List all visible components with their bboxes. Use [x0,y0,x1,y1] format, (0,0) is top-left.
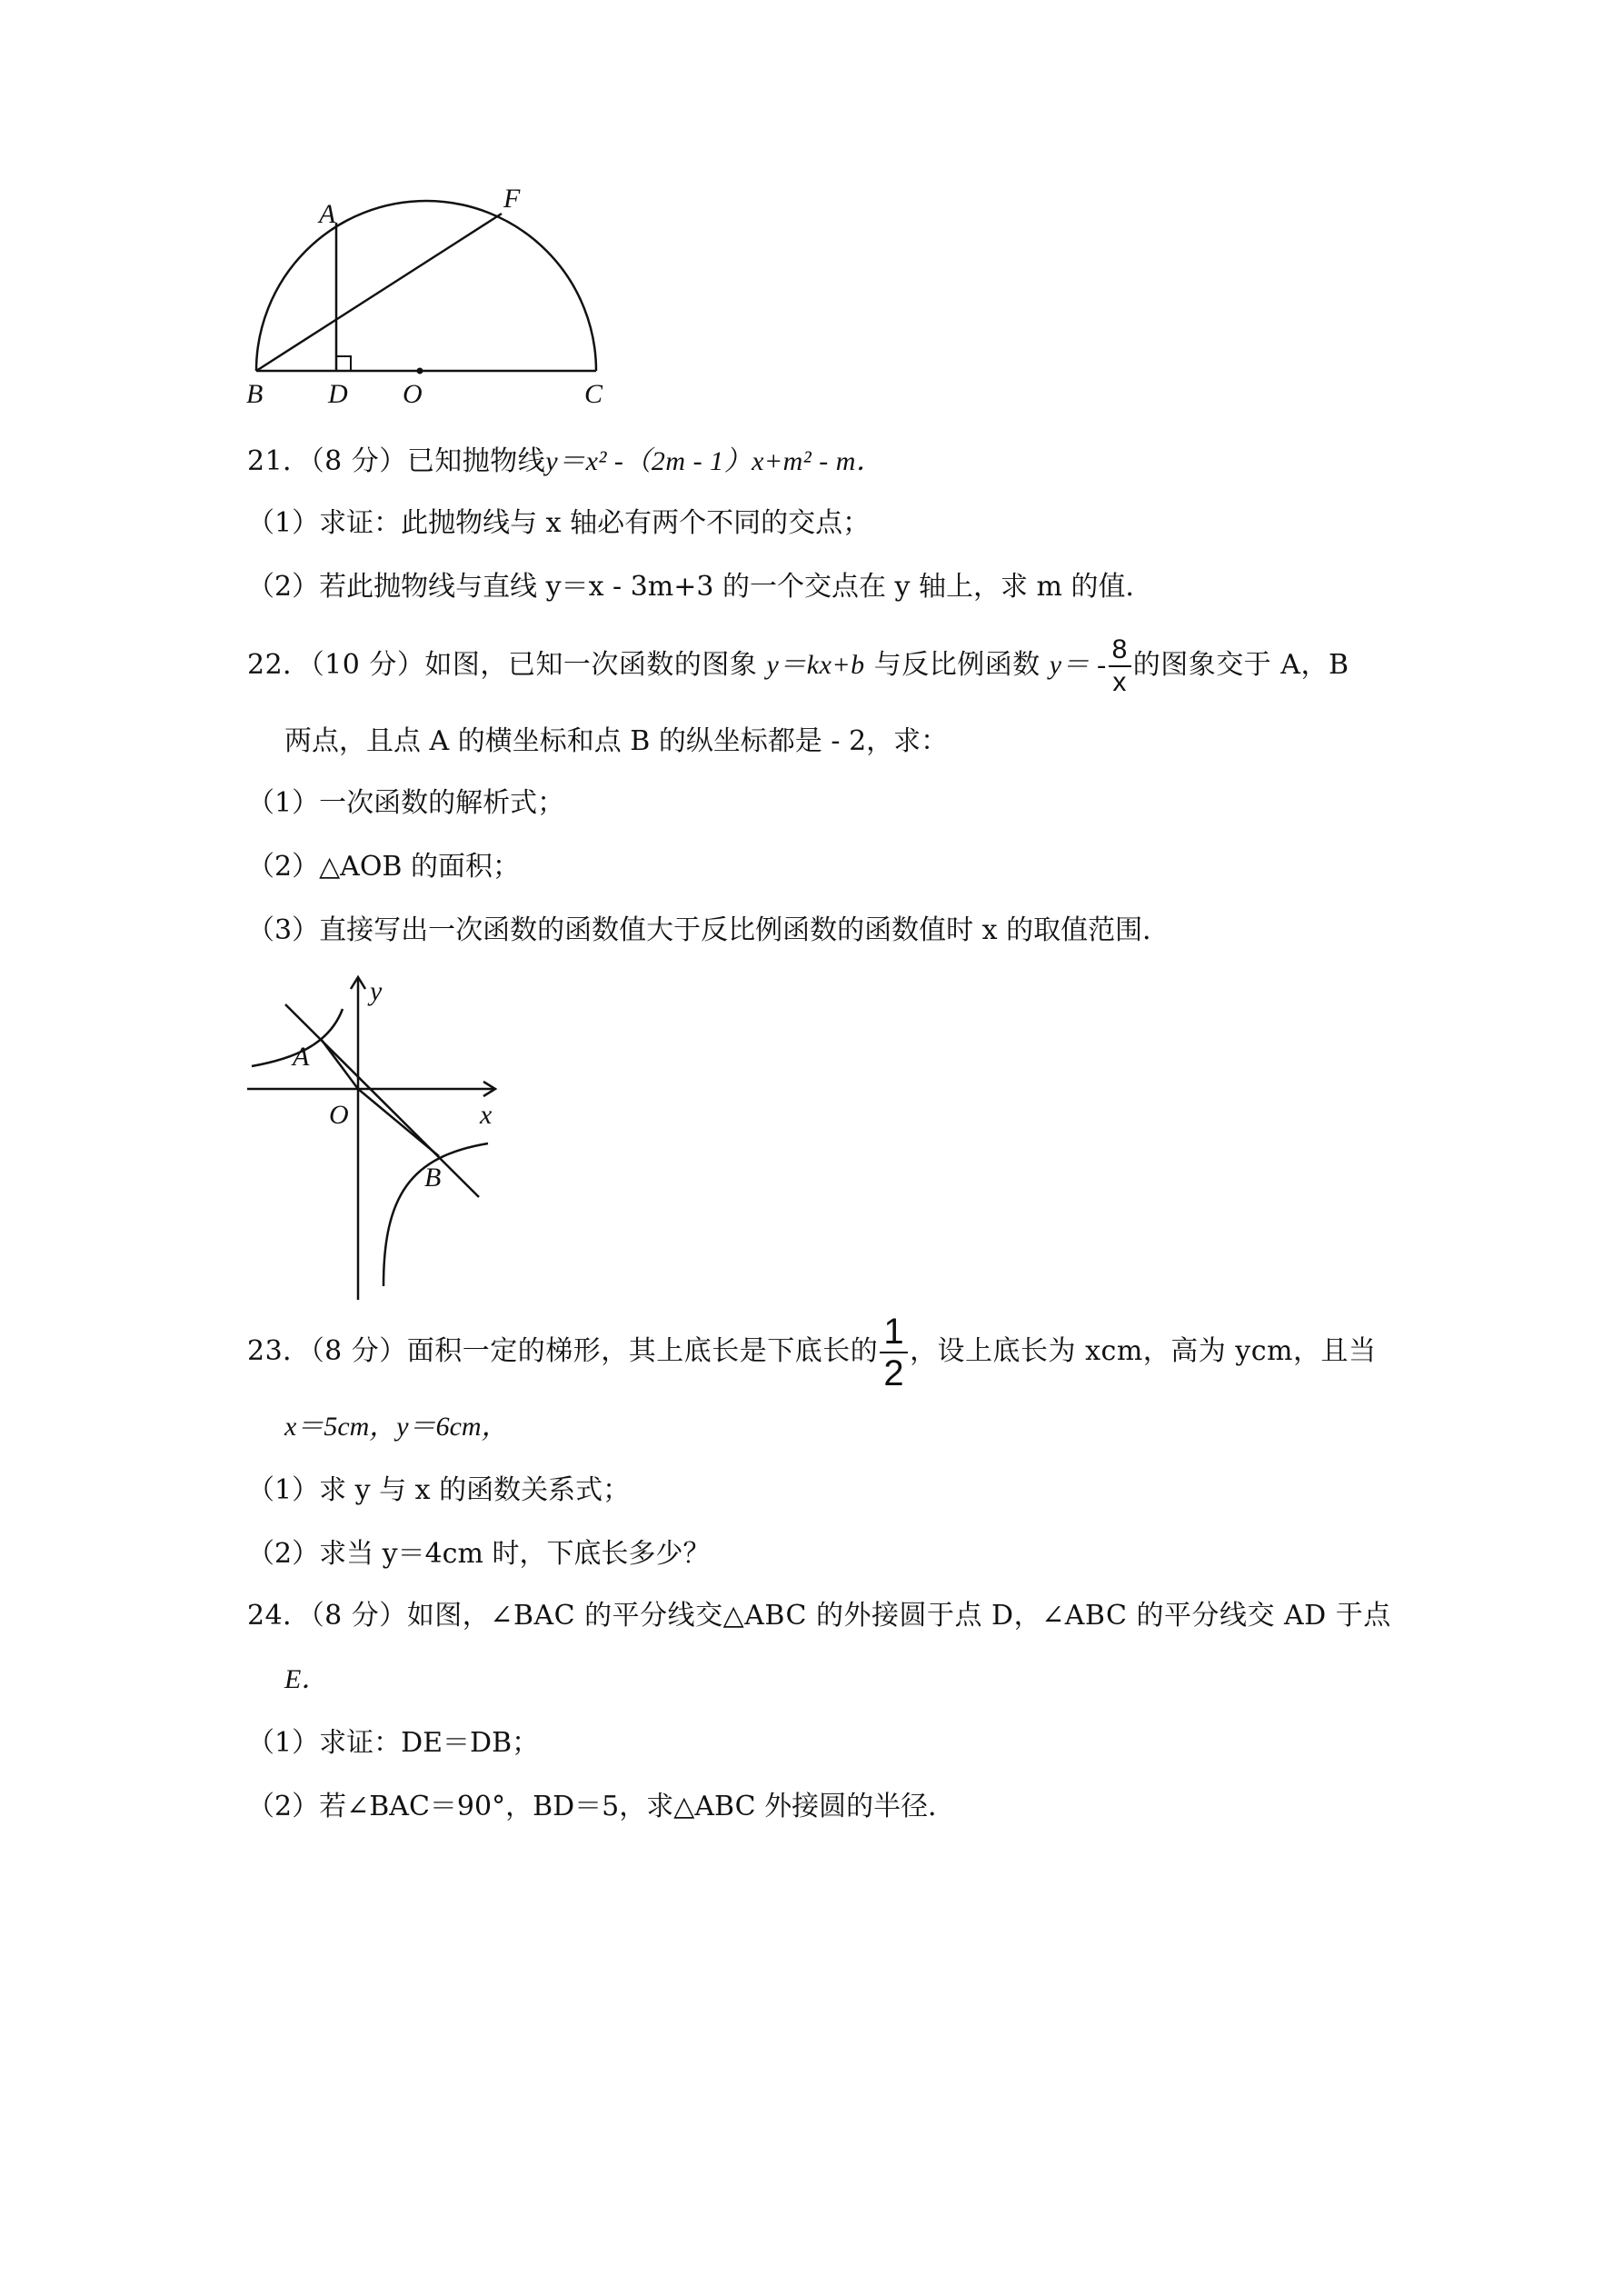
q22-stem-a: 如图，已知一次函数的图象 [424,649,758,681]
line-y-kx-b [285,1004,479,1197]
q22-stem-continued [284,724,948,760]
q22-stem [247,629,1349,702]
q24-part2-text: 若∠BAC＝90°，BD＝5，求△ABC 外接圆的半径． [319,1791,956,1822]
q23-stem-continued [284,1409,509,1445]
q23-fraction-denominator: 2 [883,1353,905,1393]
chord-bf [256,214,502,371]
q21-part1-text: 求证：此抛物线与 x 轴必有两个不同的交点； [319,507,871,539]
right-angle-mark [336,356,351,371]
label-c: C [584,379,603,409]
q23-part2-tag: （2） [247,1538,320,1570]
q23-part1-text: 求 y 与 x 的函数关系式； [319,1474,631,1506]
function-graph-figure [238,968,511,1304]
q21-expression: y＝x² -（2m - 1）x+m² - m． [545,446,884,476]
q22-score: （10 分） [310,649,425,681]
q23-stem [247,1313,1377,1392]
q24-part1 [247,1725,539,1762]
q22-part1-tag: （1） [247,787,320,819]
q24-part2-tag: （2） [247,1791,320,1822]
label-o: O [403,379,423,409]
q22-stem-d: 两点，且点 A 的横坐标和点 B 的纵坐标都是 - 2，求： [284,725,949,757]
q24-stem-b: E． [284,1664,329,1694]
q22-part2 [247,849,520,885]
center-point-o [417,368,423,374]
label-d: D [328,379,348,409]
q23-part1-tag: （1） [247,1474,320,1506]
q24-stem-a: 如图，∠BAC 的平分线交△ABC 的外接圆于点 D，∠ABC 的平分线交 AD 于点 [406,1600,1391,1632]
q23-fraction [880,1313,908,1392]
label-a: A [319,199,336,229]
label-a: A [293,1042,310,1072]
semicircle-arc [256,201,596,371]
q24-number: 24． [247,1600,311,1632]
q23-stem-b: ，设上底长为 xcm，高为 ycm，且当 [910,1335,1377,1367]
q21-score: （8 分） [310,445,407,477]
label-f: F [503,184,521,214]
q21-part2-text: 若此抛物线与直线 y＝x - 3m+3 的一个交点在 y 轴上，求 m 的值． [319,571,1153,603]
q22-part1-text: 一次函数的解析式； [319,787,565,819]
q21-part1 [247,505,870,542]
q24-part1-tag: （1） [247,1727,320,1759]
q22-part3-tag: （3） [247,914,320,946]
q22-fraction [1109,636,1131,696]
label-b: B [424,1163,442,1193]
q21-part2-tag: （2） [247,571,320,603]
label-y: y [370,976,383,1006]
q23-part1 [247,1472,630,1509]
q24-stem-continued [284,1662,328,1698]
q24-part2 [247,1789,955,1825]
q24-score: （8 分） [310,1600,407,1632]
q22-fraction-numerator: 8 [1109,636,1131,667]
q22-fraction-denominator: x [1112,667,1127,697]
q21-stem [247,444,883,480]
q21-part2 [247,569,1153,605]
q22-part1 [247,785,564,822]
q21-number: 21． [247,445,311,477]
q24-part1-text: 求证：DE＝DB； [319,1727,540,1759]
q23-part2 [247,1536,710,1572]
q23-score: （8 分） [310,1335,407,1367]
q23-fraction-numerator: 1 [880,1313,908,1353]
q22-inverse-prefix: y＝ - [1049,650,1107,680]
q22-stem-b: 与反比例函数 [873,649,1041,681]
label-x: x [480,1100,493,1130]
segment-oa [321,1039,358,1089]
label-o: O [329,1100,349,1130]
q21-part1-tag: （1） [247,507,320,539]
q23-stem-c: x＝5cm，y＝6cm， [284,1412,509,1442]
semicircle-figure [232,177,622,414]
q23-stem-a: 面积一定的梯形，其上底长是下底长的 [406,1335,879,1367]
q23-part2-text: 求当 y＝4cm 时，下底长多少？ [319,1538,711,1570]
q22-part2-tag: （2） [247,851,320,883]
q21-stem-text: 已知抛物线 [406,445,546,477]
q22-part3 [247,913,1170,949]
q24-stem [247,1598,1391,1634]
label-b: B [246,379,264,409]
segment-ob [358,1089,439,1156]
q22-part2-text: △AOB 的面积； [319,851,521,883]
q22-line-expression: y＝kx+b [766,650,865,680]
q22-part3-text: 直接写出一次函数的函数值大于反比例函数的函数值时 x 的取值范围． [319,914,1170,946]
q22-number: 22． [247,649,311,681]
q22-stem-c: 的图象交于 A，B [1132,649,1349,681]
q23-number: 23． [247,1335,311,1367]
